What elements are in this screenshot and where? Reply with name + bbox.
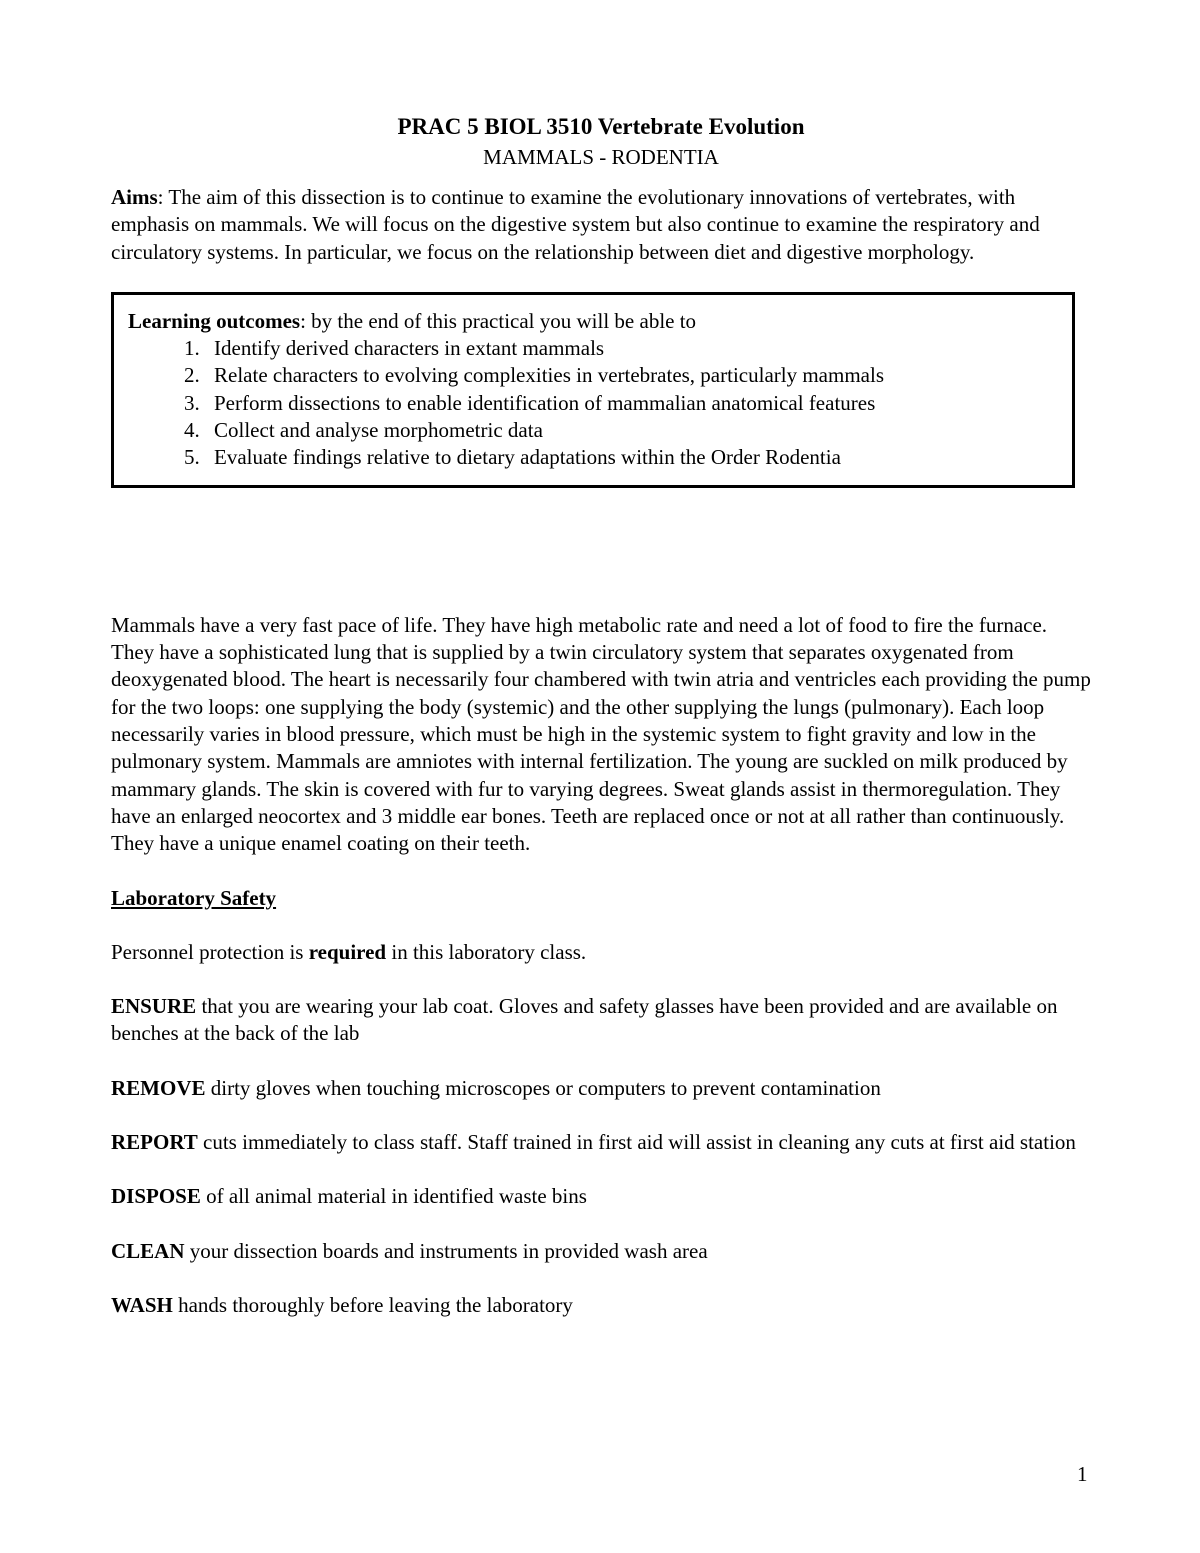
protection-required-keyword: required (308, 939, 387, 964)
aims-paragraph (111, 184, 1091, 266)
safety-rule-remove (111, 1075, 1091, 1102)
aims-text: : The aim of this dissection is to continue to examine the evolutionary innovations of vertebrates, with emphasis on mammals. We will focus on the digestive system but also continue to examine the respiratory and circulatory systems. In particular, we focus on the relationship between diet and digestive morphology. (111, 185, 1040, 264)
learning-outcome-item (184, 390, 1058, 417)
page-subtitle: MAMMALS - RODENTIA (483, 145, 719, 169)
learning-outcomes-label: Learning outcomes (128, 308, 301, 333)
safety-rule-dispose (111, 1183, 1091, 1210)
learning-outcome-number: 1. (184, 336, 200, 361)
learning-outcome-number: 3. (184, 390, 200, 415)
protection-text-before: Personnel protection is (111, 939, 309, 964)
safety-rule-report (111, 1129, 1091, 1156)
safety-rule-text: that you are wearing your lab coat. Gloves and safety glasses have been provided and are available on benches at the back of the lab (111, 994, 1058, 1046)
mammals-intro-paragraph: Mammals have a very fast pace of life. They have high metabolic rate and need a lot of food to fire the furnace. They have a sophisticated lung that is supplied by a twin circulatory system that separates oxygenated from deoxygenated blood. The heart is necessarily four chambered with twin atria and ventricles each providing the pump for the two loops: one supplying the body (systemic) and the other supplying the lungs (pulmonary). Each loop necessarily varies in blood pressure, which must be high in the systemic system to fight gravity and low in the pulmonary system. Mammals are amniotes with internal fertilization. The young are suckled on milk produced by mammary glands. The skin is covered with fur to varying degrees. Sweat glands assist in thermoregulation. They have an enlarged neocortex and 3 middle ear bones. Teeth are replaced once or not at all rather than continuously. They have a unique enamel coating on their teeth. (111, 612, 1091, 856)
safety-rule-wash (111, 1292, 1091, 1319)
learning-outcome-item (184, 362, 1058, 389)
personnel-protection-paragraph (111, 939, 1091, 966)
learning-outcome-text: Perform dissections to enable identification of mammalian anatomical features (214, 390, 876, 415)
learning-outcome-number: 2. (184, 363, 200, 388)
aims-label: Aims (111, 185, 158, 209)
safety-rule-text: dirty gloves when touching microscopes or computers to prevent contamination (205, 1075, 881, 1100)
learning-outcome-item (184, 335, 1058, 362)
learning-outcome-number: 5. (184, 445, 200, 470)
learning-outcome-item (184, 444, 1058, 471)
safety-rule-keyword: REMOVE (111, 1075, 206, 1100)
learning-outcome-text: Relate characters to evolving complexities in vertebrates, particularly mammals (214, 363, 885, 388)
learning-outcome-item (184, 417, 1058, 444)
document-page (111, 112, 1091, 1319)
safety-rule-text: of all animal material in identified waste bins (200, 1184, 587, 1209)
page-title: PRAC 5 BIOL 3510 Vertebrate Evolution (397, 114, 805, 139)
learning-outcomes-list (128, 335, 1058, 471)
safety-rule-keyword: WASH (111, 1292, 173, 1317)
safety-rule-keyword: CLEAN (111, 1238, 185, 1263)
laboratory-safety-heading: Laboratory Safety (111, 885, 277, 910)
safety-rule-keyword: REPORT (111, 1130, 198, 1155)
safety-rule-text: hands thoroughly before leaving the laboratory (172, 1292, 573, 1317)
safety-rule-keyword: DISPOSE (111, 1184, 201, 1209)
learning-outcome-text: Evaluate findings relative to dietary adaptations within the Order Rodentia (214, 445, 841, 470)
safety-rule-ensure (111, 993, 1091, 1048)
protection-text-after: in this laboratory class. (386, 939, 587, 964)
page-number: 1 (1077, 1462, 1088, 1486)
safety-rule-text: cuts immediately to class staff. Staff trained in first aid will assist in cleaning any cuts at first aid station (197, 1130, 1076, 1155)
learning-outcomes-box (111, 292, 1075, 488)
safety-rule-clean (111, 1238, 1091, 1265)
learning-outcomes-intro-text: : by the end of this practical you will be able to (300, 308, 697, 333)
safety-rule-keyword: ENSURE (111, 994, 197, 1019)
learning-outcome-text: Identify derived characters in extant mammals (214, 336, 605, 361)
learning-outcomes-intro (128, 308, 1058, 335)
learning-outcome-text: Collect and analyse morphometric data (214, 418, 543, 443)
learning-outcome-number: 4. (184, 418, 200, 443)
safety-rule-text: your dissection boards and instruments in provided wash area (184, 1238, 708, 1263)
